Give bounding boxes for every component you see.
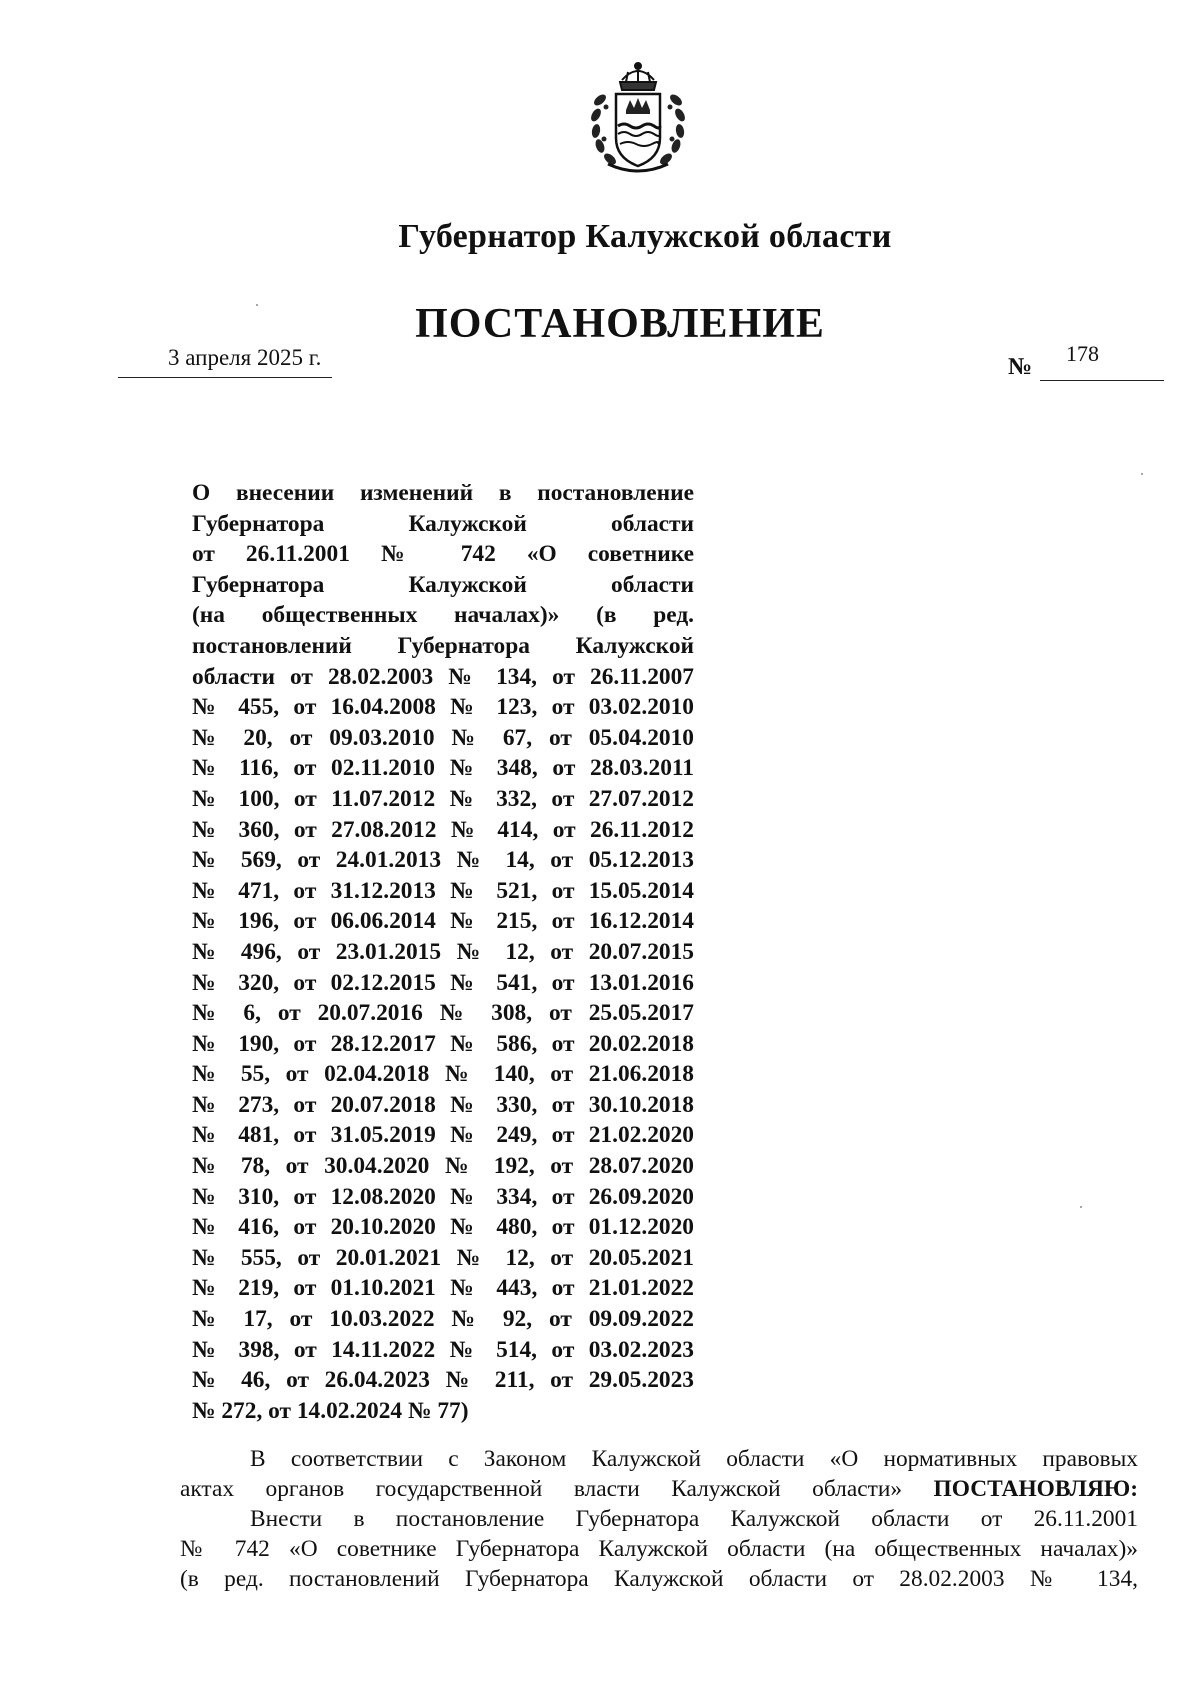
subject-line: № 6, от 20.07.2016 № 308, от 25.05.2017 (192, 1000, 694, 1027)
subject-line: № 569, от 24.01.2013 № 14, от 05.12.2013 (192, 847, 694, 874)
subject-line: О внесении изменений в постановление (192, 480, 694, 506)
subject-line: № 555, от 20.01.2021 № 12, от 20.05.2021 (192, 1244, 694, 1271)
document-number: 178 (1066, 341, 1099, 366)
subject-line: № 360, от 27.08.2012 № 414, от 26.11.2012 (192, 816, 694, 843)
subject-line: Губернатора Калужской области (192, 510, 694, 537)
body-paragraph-line (180, 1474, 1138, 1504)
subject-line: Губернатора Калужской области (192, 571, 694, 598)
subject-line: № 398, от 14.11.2022 № 514, от 03.02.2023 (192, 1336, 694, 1363)
document-subject (192, 478, 694, 1426)
decree-keyword: ПОСТАНОВЛЯЮ: (933, 1476, 1138, 1502)
subject-line: № 219, от 01.10.2021 № 443, от 21.01.2022 (192, 1275, 694, 1302)
subject-line: № 310, от 12.08.2020 № 334, от 26.09.2020 (192, 1183, 694, 1210)
body-paragraph-line: Внести в постановление Губернатора Калужской области от 26.11.2001 (250, 1506, 1138, 1532)
subject-line: № 496, от 23.01.2015 № 12, от 20.07.2015 (192, 938, 694, 965)
subject-line: № 416, от 20.10.2020 № 480, от 01.12.2020 (192, 1214, 694, 1241)
subject-line: № 471, от 31.12.2013 № 521, от 15.05.2014 (192, 877, 694, 904)
subject-line: (на общественных началах)» (в ред. (192, 602, 694, 629)
subject-line: от 26.11.2001 № 742 «О советнике (192, 541, 694, 568)
subject-line: № 272, от 14.02.2024 № 77) (192, 1397, 469, 1424)
subject-line: № 481, от 31.05.2019 № 249, от 21.02.2020 (192, 1122, 694, 1149)
subject-line: № 46, от 26.04.2023 № 211, от 29.05.2023 (192, 1367, 694, 1394)
subject-line: № 196, от 06.06.2014 № 215, от 16.12.2014 (192, 908, 694, 935)
subject-line: области от 28.02.2003 № 134, от 26.11.2007 (192, 663, 694, 690)
subject-line: № 17, от 10.03.2022 № 92, от 09.09.2022 (192, 1306, 694, 1333)
subject-line: № 455, от 16.04.2008 № 123, от 03.02.2010 (192, 694, 694, 721)
scan-speck (256, 304, 258, 306)
body-paragraph-text: актах органов государственной власти Калужской области» (180, 1476, 903, 1502)
body-paragraph-line: (в ред. постановлений Губернатора Калужской области от 28.02.2003 № 134, (180, 1566, 1138, 1592)
document-number-label: № (1008, 354, 1033, 380)
date-underline (118, 377, 332, 378)
subject-line: № 190, от 28.12.2017 № 586, от 20.02.2018 (192, 1030, 694, 1057)
body-paragraph-line: В соответствии с Законом Калужской области «О нормативных правовых (250, 1446, 1138, 1472)
subject-line: № 320, от 02.12.2015 № 541, от 13.01.2016 (192, 969, 694, 996)
document-body (180, 1444, 1138, 1594)
issuing-authority: Губернатор Калужской области (398, 218, 892, 255)
subject-line: № 116, от 02.11.2010 № 348, от 28.03.2011 (192, 755, 694, 782)
document-date: 3 апреля 2025 г. (168, 345, 322, 370)
subject-line: № 100, от 11.07.2012 № 332, от 27.07.2012 (192, 785, 694, 812)
subject-line: № 20, от 09.03.2010 № 67, от 05.04.2010 (192, 724, 694, 751)
subject-line: № 273, от 20.07.2018 № 330, от 30.10.2018 (192, 1091, 694, 1118)
subject-line: постановлений Губернатора Калужской (192, 632, 694, 659)
subject-line: № 78, от 30.04.2020 № 192, от 28.07.2020 (192, 1153, 694, 1180)
scan-speck (1080, 1206, 1082, 1208)
subject-line: № 55, от 02.04.2018 № 140, от 21.06.2018 (192, 1061, 694, 1088)
body-paragraph-line: № 742 «О советнике Губернатора Калужской области (на общественных началах)» (180, 1536, 1138, 1562)
kaluga-oblast-coat-of-arms-icon (584, 60, 692, 178)
number-underline (1040, 380, 1164, 381)
scan-speck (1141, 473, 1143, 475)
document-type-title: ПОСТАНОВЛЕНИЕ (415, 301, 825, 347)
